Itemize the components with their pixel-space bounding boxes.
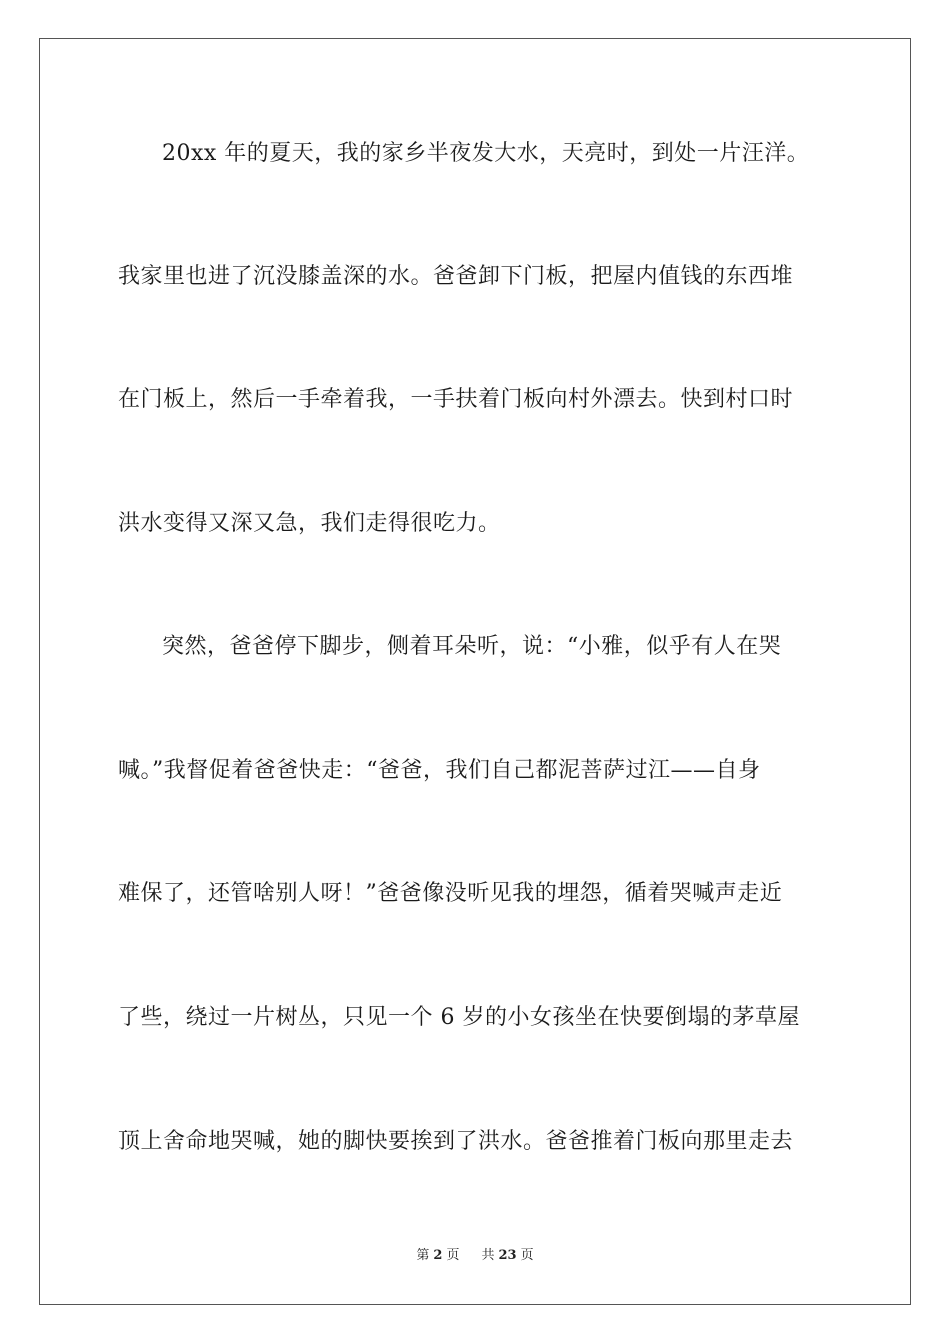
total-pages: 23 xyxy=(498,1248,517,1263)
total-suffix: 页 xyxy=(520,1248,534,1263)
paragraph-line: 难保了，还管啥别人呀！”爸爸像没听见我的埋怨，循着哭喊声走近 xyxy=(118,881,783,906)
page-prefix: 第 xyxy=(416,1248,430,1263)
total-prefix: 共 xyxy=(481,1248,495,1263)
page-footer xyxy=(0,1247,950,1265)
page-border xyxy=(39,38,911,1305)
paragraph-line: 在门板上，然后一手牵着我，一手扶着门板向村外漂去。快到村口时 xyxy=(118,387,794,412)
paragraph-line: 突然，爸爸停下脚步，侧着耳朵听，说：“小雅，似乎有人在哭 xyxy=(162,634,782,659)
page-suffix: 页 xyxy=(446,1248,460,1263)
page-number: 2 xyxy=(433,1248,443,1263)
paragraph-line: 20xx 年的夏天，我的家乡半夜发大水，天亮时，到处一片汪洋。 xyxy=(162,141,810,166)
paragraph-line: 洪水变得又深又急，我们走得很吃力。 xyxy=(118,511,501,536)
paragraph-line: 喊。”我督促着爸爸快走：“爸爸，我们自己都泥菩萨过江——自身 xyxy=(118,758,761,783)
paragraph-line: 了些，绕过一片树丛，只见一个 6 岁的小女孩坐在快要倒塌的茅草屋 xyxy=(118,1005,800,1030)
paragraph-line: 我家里也进了沉没膝盖深的水。爸爸卸下门板，把屋内值钱的东西堆 xyxy=(118,264,794,289)
paragraph-line: 顶上舍命地哭喊，她的脚快要挨到了洪水。爸爸推着门板向那里走去 xyxy=(118,1129,794,1154)
